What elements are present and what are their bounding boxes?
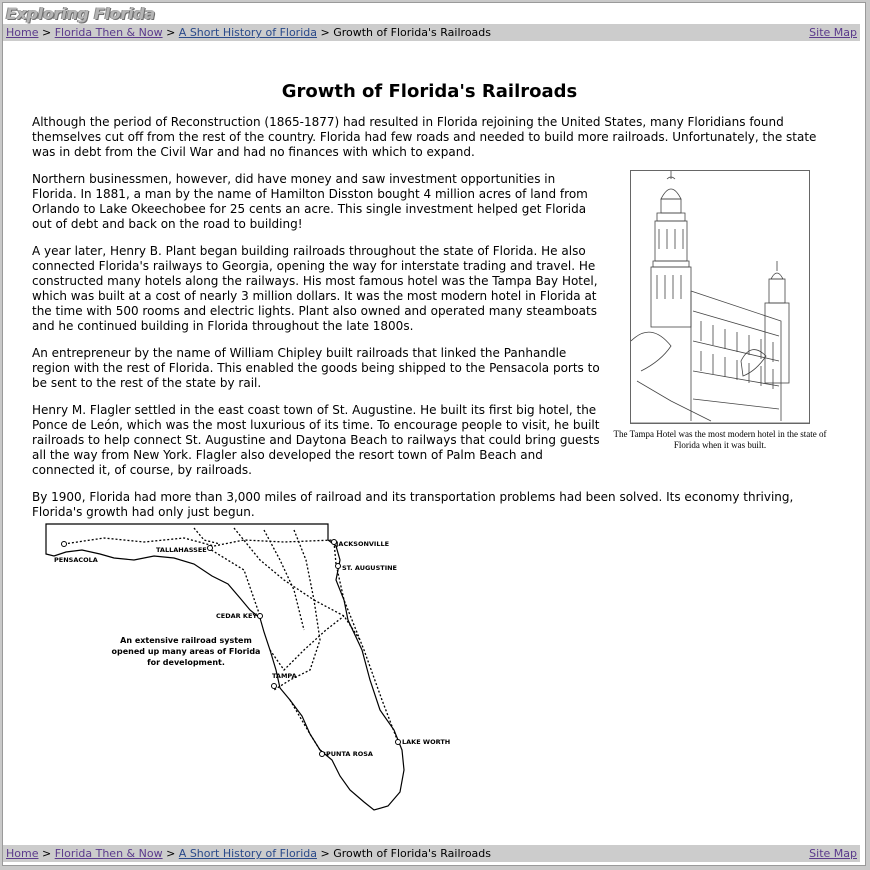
map-label-tallahassee: TALLAHASSEE	[156, 546, 207, 554]
paragraph-1900: By 1900, Florida had more than 3,000 miles of railroad and its transportation problems had been solved. Its economy thriving, Florida's growth had only just begun.	[32, 490, 794, 519]
map-caption-line-3: for development.	[147, 658, 225, 667]
map-label-lake-worth: LAKE WORTH	[402, 738, 451, 746]
breadcrumb-bottom	[3, 845, 860, 862]
site-map-link[interactable]: Site Map	[809, 26, 857, 39]
breadcrumb-separator: >	[320, 26, 330, 39]
breadcrumb-history-link[interactable]: A Short History of Florida	[178, 26, 317, 39]
breadcrumb-separator: >	[41, 26, 52, 39]
breadcrumb-current: Growth of Florida's Railroads	[333, 26, 492, 39]
breadcrumb-current: Growth of Florida's Railroads	[333, 847, 492, 860]
paragraph-chipley: An entrepreneur by the name of William Chipley built railroads that linked the Panhandle region with the rest of Florida. This enabled the goods being shipped to the Pensacola ports to be sent to the rest of the state by rail.	[32, 346, 600, 390]
hotel-caption: The Tampa Hotel was the most modern hotel in the state of Florida when it was built.	[613, 429, 827, 450]
breadcrumb-separator: >	[166, 26, 176, 39]
map-label-st-augustine: ST. AUGUSTINE	[342, 564, 397, 572]
paragraph-disston: Northern businessmen, however, did have money and saw investment opportunities in Florida. In 1881, a man by the name of Hamilton Disston bought 4 million acres of land from Orlando to Lake Okeechobee for 25 cents an acre. This single investment helped get Florida out of debt and back on the road to building!	[32, 172, 588, 231]
tampa-hotel-drawing	[631, 171, 809, 423]
tampa-hotel-image	[630, 170, 810, 424]
breadcrumb-separator: >	[166, 847, 176, 860]
breadcrumb-home-link[interactable]: Home	[6, 847, 39, 860]
map-label-cedar-key: CEDAR KEY	[216, 612, 258, 620]
breadcrumb-top	[3, 24, 860, 41]
breadcrumb-then-now-link[interactable]: Florida Then & Now	[54, 26, 163, 39]
paragraph-reconstruction: Although the period of Reconstruction (1865-1877) had resulted in Florida rejoining the United States, many Floridians found themselves cut off from the rest of the country. Florida had few roads and needed to build more railroads. Unfortunately, the state was in debt from the Civil War and had no finances with which to expand.	[32, 115, 817, 159]
map-label-jacksonville: JACKSONVILLE	[336, 540, 390, 548]
main-content	[32, 80, 827, 532]
florida-railroad-map	[44, 520, 454, 812]
map-caption-line-2: opened up many areas of Florida	[111, 647, 261, 656]
paragraph-plant: A year later, Henry B. Plant began building railroads throughout the state of Florida. He also connected Florida's railways to Georgia, opening the way for interstate trading and travel. He constructed many hotels along the railways. His most famous hotel was the Tampa Bay Hotel, which was built at a cost of nearly 3 million dollars. It was the most modern hotel in Florida at the time with 500 rooms and electric lights. Plant also owned and operated many steamboats and he continued building in Florida throughout the late 1800s.	[32, 244, 598, 333]
paragraph-flagler: Henry M. Flagler settled in the east coast town of St. Augustine. He built its first big hotel, the Ponce de León, which was the most luxurious of its time. To encourage people to visit, he built railroads to help connect St. Augustine and Daytona Beach to railways that could bring guests all the way from New York. Flagler also developed the resort town of Palm Beach and connected it, of course, by railroads.	[32, 403, 600, 477]
breadcrumb-separator: >	[320, 847, 330, 860]
hotel-figure	[613, 170, 827, 451]
map-label-punta-rosa: PUNTA ROSA	[326, 750, 373, 758]
map-label-pensacola: PENSACOLA	[54, 556, 98, 564]
site-map-link[interactable]: Site Map	[809, 847, 857, 860]
map-label-tampa: TAMPA	[272, 672, 297, 680]
breadcrumb-then-now-link[interactable]: Florida Then & Now	[54, 847, 163, 860]
breadcrumb-separator: >	[41, 847, 52, 860]
map-caption-line-1: An extensive railroad system	[120, 636, 252, 645]
breadcrumb-history-link[interactable]: A Short History of Florida	[178, 847, 317, 860]
breadcrumb-home-link[interactable]: Home	[6, 26, 39, 39]
site-logo[interactable]: Exploring Florida	[6, 4, 155, 23]
page-title: Growth of Florida's Railroads	[281, 81, 578, 102]
